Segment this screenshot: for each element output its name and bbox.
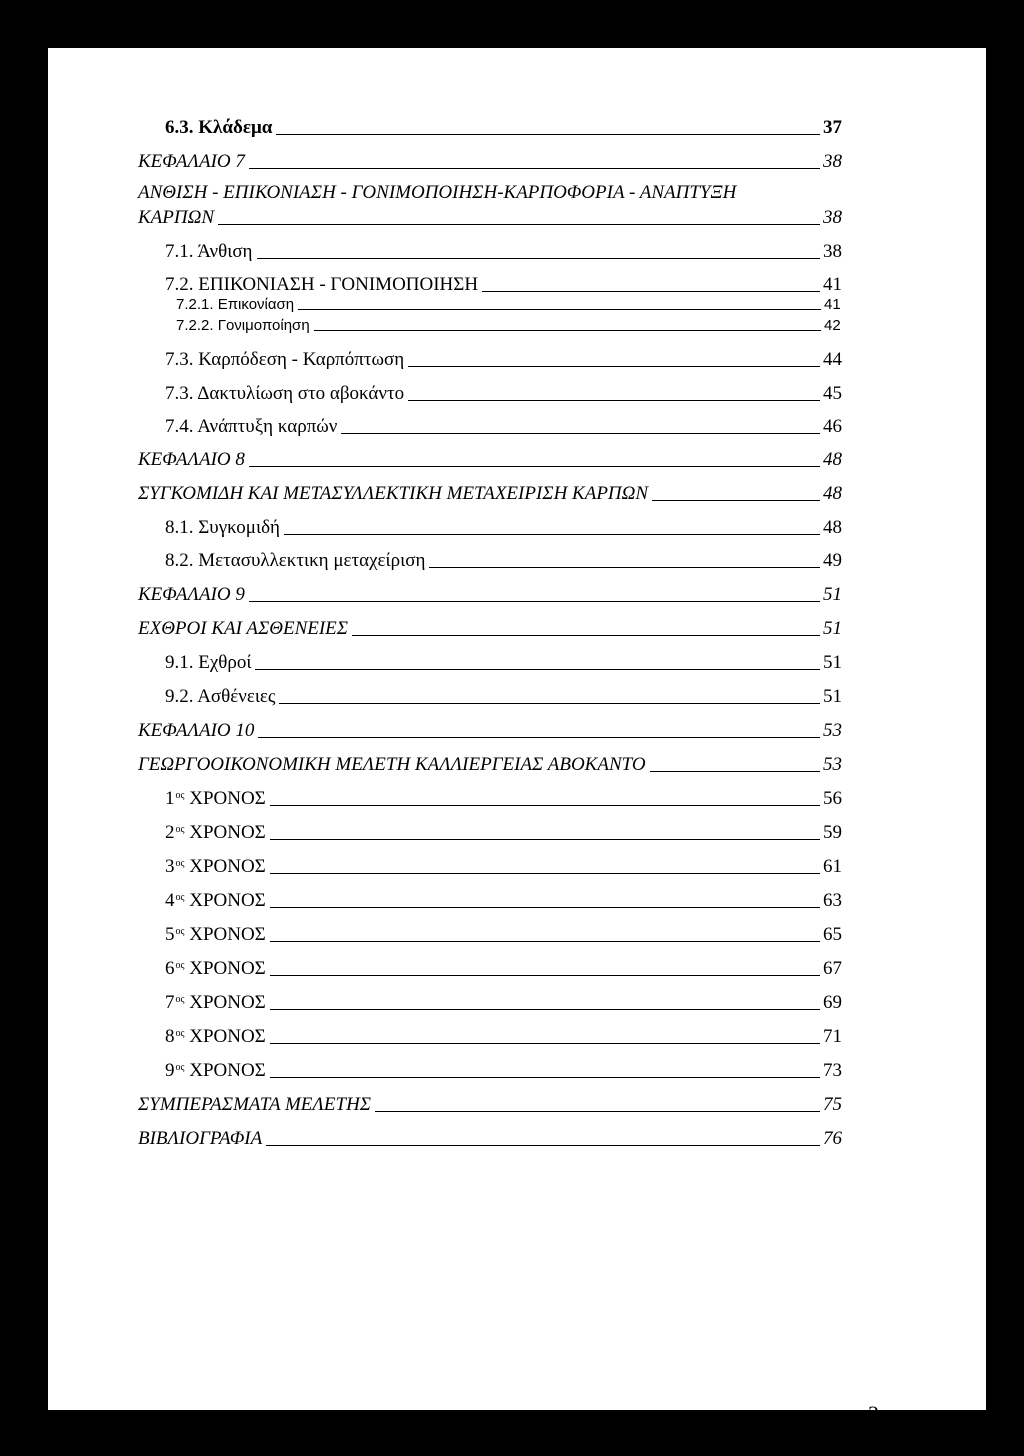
toc-entry: 8.2. Μετασυλλεκτικη μεταχείριση 49 bbox=[165, 550, 842, 571]
toc-entry: 7.2.2. Γονιμοποίηση 42 bbox=[176, 317, 841, 334]
toc-entry: ΚΑΡΠΩΝ 38 bbox=[138, 207, 842, 228]
toc-entry: ΣΥΜΠΕΡΑΣΜΑΤΑ ΜΕΛΕΤΗΣ 75 bbox=[138, 1094, 842, 1115]
toc-entry: $5^{o\varsigma}$ ΧΡΟΝΟΣ 65 bbox=[165, 924, 842, 945]
toc-entry: 7.1. Άνθιση 38 bbox=[165, 241, 842, 262]
document-page bbox=[48, 48, 986, 1426]
toc-entry: $3^{o\varsigma}$ ΧΡΟΝΟΣ 61 bbox=[165, 856, 842, 877]
toc-entry: 7.4. Ανάπτυξη καρπών 46 bbox=[165, 416, 842, 437]
toc-entry: ΒΙΒΛΙΟΓΡΑΦΙΑ 76 bbox=[138, 1128, 842, 1149]
toc-entry: $8^{o\varsigma}$ ΧΡΟΝΟΣ 71 bbox=[165, 1026, 842, 1047]
toc-entry: $4^{o\varsigma}$ ΧΡΟΝΟΣ 63 bbox=[165, 890, 842, 911]
toc-entry: 7.3. Δακτυλίωση στο αβοκάντο 45 bbox=[165, 383, 842, 404]
toc-entry: ΚΕΦΑΛΑΙΟ 10 53 bbox=[138, 720, 842, 741]
toc-entry: ΚΕΦΑΛΑΙΟ 8 48 bbox=[138, 449, 842, 470]
toc-entry-title-line: ΑΝΘΙΣΗ - ΕΠΙΚΟΝΙΑΣΗ - ΓΟΝΙΜΟΠΟΙΗΣΗ-ΚΑΡΠΟΦΟΡΙΑ - ΑΝΑΠΤΥΞΗ bbox=[138, 182, 737, 203]
toc-entry: 7.2. ΕΠΙΚΟΝΙΑΣΗ - ΓΟΝΙΜΟΠΟΙΗΣΗ 41 bbox=[165, 274, 842, 295]
toc-entry: $9^{o\varsigma}$ ΧΡΟΝΟΣ 73 bbox=[165, 1060, 842, 1081]
toc-entry: 6.3. Κλάδεμα 37 bbox=[165, 117, 842, 138]
toc-entry: ΚΕΦΑΛΑΙΟ 9 51 bbox=[138, 584, 842, 605]
toc-entry: $6^{o\varsigma}$ ΧΡΟΝΟΣ 67 bbox=[165, 958, 842, 979]
toc-entry: ΣΥΓΚΟΜΙΔΗ ΚΑΙ ΜΕΤΑΣΥΛΛΕΚΤΙΚΗ ΜΕΤΑΧΕΙΡΙΣΗ ΚΑΡΠΩΝ 48 bbox=[138, 483, 842, 504]
toc-entry: $2^{o\varsigma}$ ΧΡΟΝΟΣ 59 bbox=[165, 822, 842, 843]
toc-entry: 9.2. Ασθένειες 51 bbox=[165, 686, 842, 707]
page-number: 2 bbox=[868, 1401, 879, 1426]
toc-entry: ΚΕΦΑΛΑΙΟ 7 38 bbox=[138, 151, 842, 172]
toc-entry: $7^{o\varsigma}$ ΧΡΟΝΟΣ 69 bbox=[165, 992, 842, 1013]
toc-entry: 7.3. Καρπόδεση - Καρπόπτωση 44 bbox=[165, 349, 842, 370]
toc-entry: ΓΕΩΡΓΟΟΙΚΟΝΟΜΙΚΗ ΜΕΛΕΤΗ ΚΑΛΛΙΕΡΓΕΙΑΣ ΑΒΟΚΑΝΤΟ 53 bbox=[138, 754, 842, 775]
toc-entry: 9.1. Εχθροί 51 bbox=[165, 652, 842, 673]
toc-entry: 7.2.1. Επικονίαση 41 bbox=[176, 296, 841, 313]
toc-entry: $1^{o\varsigma}$ ΧΡΟΝΟΣ 56 bbox=[165, 788, 842, 809]
toc-entry: ΕΧΘΡΟΙ ΚΑΙ ΑΣΘΕΝΕΙΕΣ 51 bbox=[138, 618, 842, 639]
toc-entry: 8.1. Συγκομιδή 48 bbox=[165, 517, 842, 538]
